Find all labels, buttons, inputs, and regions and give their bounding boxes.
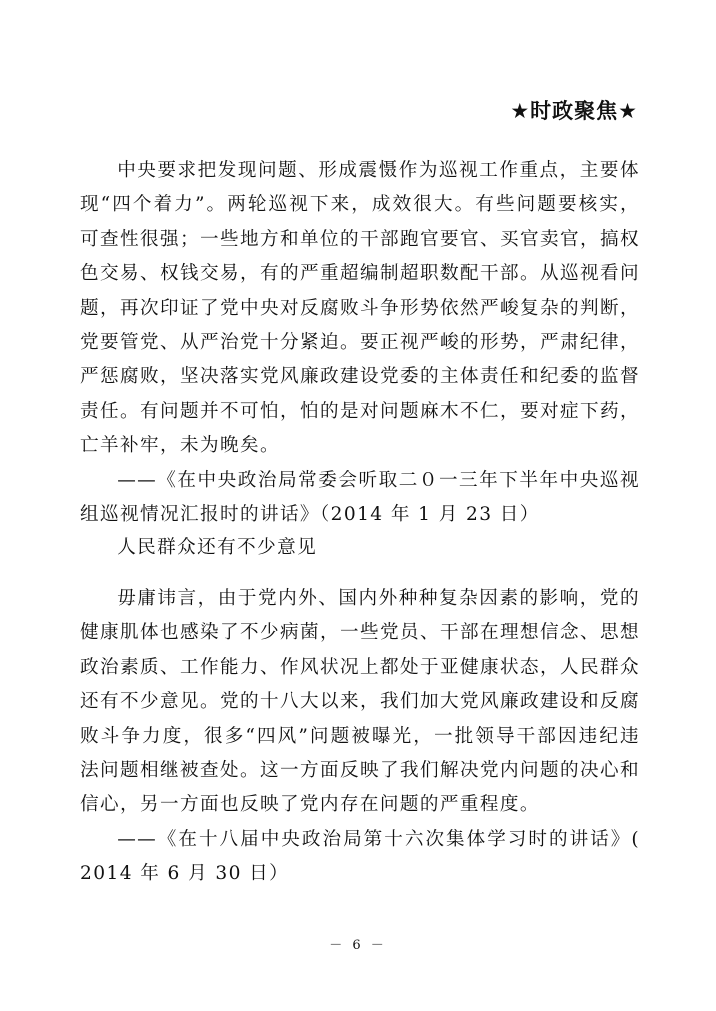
subheading-block [80,531,640,565]
paragraph-1: 中央要求把发现问题、形成震慑作为巡视工作重点，主要体现“四个着力”。两轮巡视下来，成效很大。有些问题要核实，可查性很强；一些地方和单位的干部跑官要官、买官卖官，搞权色交易、权钱交易，有的严重超编制超职数配干部。从巡视看问题，再次印证了党中央对反腐败斗争形势依然严峻复杂的判断，党要管党、从严治党十分紧迫。要正视严峻的形势，严肃纪律，严惩腐败，坚决落实党风廉政建设党委的主体责任和纪委的监督责任。有问题并不可怕，怕的是对问题麻木不仁，要对症下药，亡羊补牢，未为晚矣。 [80,160,640,457]
article-block-1 [80,154,640,532]
paragraph-2-source: ——《在十八届中央政治局第十六次集体学习时的讲话》( 2014 年 6 月 30 日） [80,828,640,885]
paragraph-1-source: ——《在中央政治局常委会听取二０一三年下半年中央巡视组巡视情况汇报时的讲话》（2014 年 1 月 23 日） [80,469,640,526]
section-header: ★时政聚焦★ [510,99,638,123]
paragraph-2: 毋庸讳言，由于党内外、国内外种种复杂因素的影响，党的健康肌体也感染了不少病菌，一些党员、干部在理想信念、思想政治素质、工作能力、作风状况上都处于亚健康状态，人民群众还有不少意见。党的十八大以来，我们加大党风廉政建设和反腐败斗争力度，很多“四风”问题被曝光，一批领导干部因违纪违法问题相继被查处。这一方面反映了我们解决党内问题的决心和信心，另一方面也反映了党内存在问题的严重程度。 [80,588,640,816]
subheading: 人民群众还有不少意见 [117,537,318,558]
article-block-2 [80,582,640,892]
page-number: － 6 － [329,938,387,953]
